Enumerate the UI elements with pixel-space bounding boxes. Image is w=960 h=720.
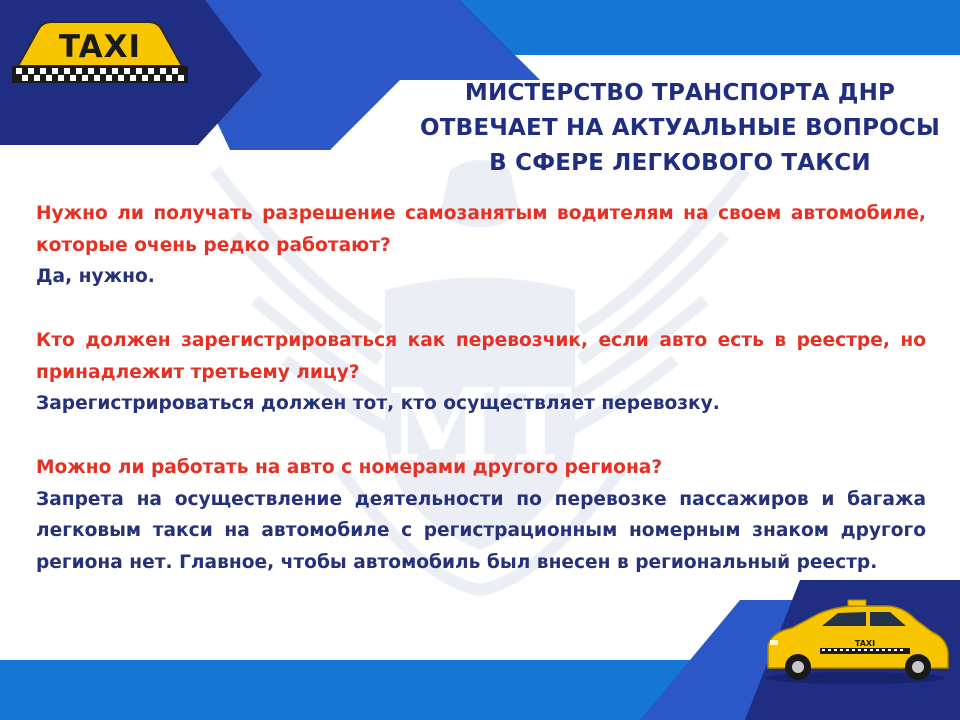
watermark-letters: МТ [387, 366, 573, 484]
faq-question: Кто должен зарегистрироваться как перевозчик, если авто есть в реестре, но принадлежит третьему лицу? [36, 330, 926, 383]
title-line: МИСТЕРСТВО ТРАНСПОРТА ДНР [464, 80, 896, 106]
faq-item [36, 452, 926, 578]
taxi-sign-label: TAXI [58, 29, 142, 65]
car-door-label: TAXI [854, 639, 876, 648]
faq-question: Нужно ли получать разрешение самозанятым водителям на своем автомобиле, которые очень редко работают? [36, 203, 926, 256]
faq-item [36, 198, 926, 293]
faq-question: Можно ли работать на авто с номерами другого региона? [36, 457, 663, 478]
page-title [400, 76, 960, 181]
faq-answer: Зарегистрироваться должен тот, кто осуществляет перевозку. [36, 393, 720, 414]
faq-answer: Запрета на осуществление деятельности по перевозке пассажиров и багажа легковым такси на автомобиле с регистрационным номерным знаком другого региона нет. Главное, чтобы автомобиль был внесен в региональный реестр. [36, 488, 926, 573]
title-line: ОТВЕЧАЕТ НА АКТУАЛЬНЫЕ ВОПРОСЫ [419, 115, 941, 141]
car-headlight [770, 640, 778, 645]
faq-answer: Да, нужно. [36, 266, 155, 287]
faq-item [36, 325, 926, 420]
title-line: В СФЕРЕ ЛЕГКОВОГО ТАКСИ [489, 150, 871, 176]
car-roof-sign [848, 600, 866, 606]
